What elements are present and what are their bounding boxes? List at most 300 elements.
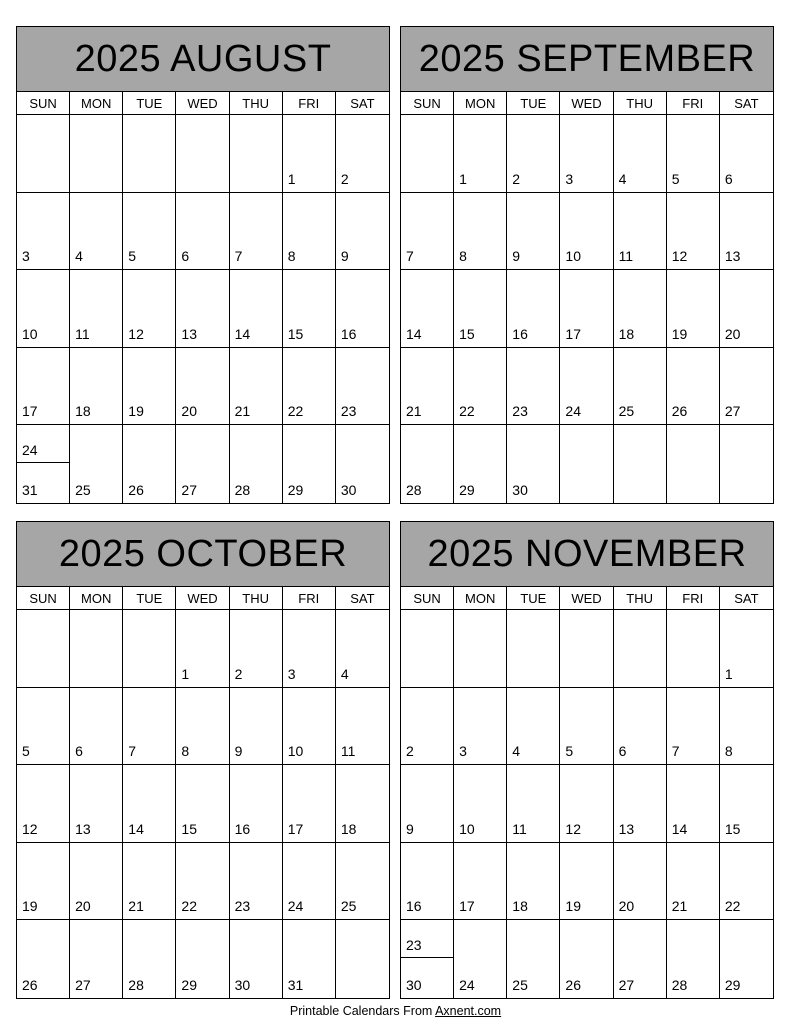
day-number: 23 [340, 403, 357, 420]
day-number: 22 [724, 898, 741, 915]
day-number: 23 [234, 898, 251, 915]
day-cell [720, 425, 773, 503]
day-number: 8 [724, 743, 733, 760]
day-number: 2 [512, 170, 521, 187]
day-cell [720, 610, 773, 688]
day-number: 8 [287, 248, 296, 265]
day-cell [176, 193, 229, 271]
day-cell [560, 193, 613, 271]
day-cell [230, 193, 283, 271]
day-number: 21 [128, 898, 144, 915]
day-number: 18 [75, 403, 91, 420]
day-cell [401, 610, 454, 688]
day-number: 17 [565, 325, 581, 342]
day-number: 23 [512, 403, 528, 420]
month-title: 2025 AUGUST [17, 27, 389, 92]
day-number: 10 [287, 743, 304, 760]
day-number: 13 [75, 820, 91, 837]
weekday-thu: THU [230, 587, 283, 609]
day-cell [70, 843, 123, 921]
weekday-wed: WED [560, 92, 613, 114]
day-cell [176, 843, 229, 921]
day-cell [336, 765, 389, 843]
day-number: 1 [181, 665, 190, 682]
day-cell [283, 688, 336, 766]
day-number: 15 [181, 820, 197, 837]
day-number: 15 [459, 325, 475, 342]
day-cell [17, 425, 70, 503]
day-grid [17, 115, 389, 503]
weekday-sun: SUN [401, 587, 454, 609]
weekday-tue: TUE [507, 587, 560, 609]
day-number: 10 [565, 248, 581, 265]
day-cell [123, 843, 176, 921]
month-title: 2025 OCTOBER [17, 522, 389, 587]
day-cell [560, 610, 613, 688]
day-cell [614, 765, 667, 843]
day-cell [176, 115, 229, 193]
day-cell [123, 348, 176, 426]
day-number: 20 [75, 898, 91, 915]
day-cell [17, 610, 70, 688]
day-cell [336, 193, 389, 271]
weekday-wed: WED [560, 587, 613, 609]
weekday-fri: FRI [667, 92, 720, 114]
day-cell [283, 348, 336, 426]
day-number: 17 [22, 403, 38, 420]
calendar-october [16, 521, 390, 999]
day-number: 29 [459, 481, 475, 498]
day-number: 7 [128, 743, 137, 760]
day-cell [70, 193, 123, 271]
axnent-link[interactable]: Axnent.com [435, 1004, 502, 1018]
day-number: 21 [406, 403, 422, 420]
day-cell [283, 920, 336, 998]
day-cell [560, 843, 613, 921]
day-number: 31 [22, 481, 38, 498]
day-cell [176, 765, 229, 843]
day-grid [17, 610, 389, 998]
day-cell [123, 920, 176, 998]
day-number: 4 [618, 170, 627, 187]
day-cell [614, 920, 667, 998]
day-cell [507, 610, 560, 688]
day-number: 25 [340, 898, 357, 915]
month-title: 2025 SEPTEMBER [401, 27, 773, 92]
day-cell [70, 115, 123, 193]
calendar-august [16, 26, 390, 504]
day-cell [230, 610, 283, 688]
day-number: 12 [565, 820, 581, 837]
day-cell [401, 425, 454, 503]
day-cell [283, 610, 336, 688]
day-cell [283, 193, 336, 271]
day-number: 27 [75, 976, 91, 993]
day-number: 10 [22, 325, 38, 342]
weekday-mon: MON [70, 587, 123, 609]
day-cell [560, 688, 613, 766]
weekday-wed: WED [176, 92, 229, 114]
day-cell [17, 765, 70, 843]
day-cell [454, 115, 507, 193]
day-number: 17 [287, 820, 304, 837]
day-cell [507, 193, 560, 271]
day-number: 19 [22, 898, 38, 915]
month-title: 2025 NOVEMBER [401, 522, 773, 587]
weekday-tue: TUE [123, 587, 176, 609]
day-number: 2 [234, 665, 243, 682]
day-cell [17, 920, 70, 998]
weekday-thu: THU [614, 587, 667, 609]
day-cell [17, 193, 70, 271]
day-cell [720, 765, 773, 843]
day-cell [454, 843, 507, 921]
day-cell [336, 425, 389, 503]
day-number: 9 [340, 248, 349, 265]
day-number: 4 [75, 248, 83, 265]
day-cell [507, 115, 560, 193]
day-cell [176, 920, 229, 998]
day-cell [336, 920, 389, 998]
day-cell [230, 688, 283, 766]
weekday-thu: THU [614, 92, 667, 114]
day-number: 24 [22, 442, 38, 459]
day-cell [720, 843, 773, 921]
day-cell [507, 425, 560, 503]
day-cell [123, 688, 176, 766]
day-cell [667, 270, 720, 348]
weekday-tue: TUE [123, 92, 176, 114]
day-cell [336, 843, 389, 921]
day-number: 30 [406, 976, 422, 993]
calendar-november [400, 521, 774, 999]
day-cell [176, 270, 229, 348]
day-number: 19 [565, 898, 581, 915]
weekday-header [17, 92, 389, 115]
day-number: 19 [671, 325, 688, 342]
weekday-header [401, 587, 773, 610]
day-cell [230, 270, 283, 348]
day-number: 26 [671, 403, 688, 420]
weekday-mon: MON [70, 92, 123, 114]
weekday-sat: SAT [350, 95, 375, 111]
day-cell [123, 115, 176, 193]
day-cell [283, 765, 336, 843]
day-number: 20 [724, 325, 741, 342]
day-number: 7 [234, 248, 243, 265]
day-number: 15 [287, 325, 304, 342]
day-grid [401, 610, 773, 998]
day-number: 9 [234, 743, 243, 760]
day-cell [720, 688, 773, 766]
day-cell [507, 348, 560, 426]
day-number: 12 [128, 325, 144, 342]
day-number: 9 [512, 248, 521, 265]
day-cell [123, 765, 176, 843]
day-cell [70, 425, 123, 503]
day-number: 4 [340, 665, 349, 682]
day-number: 29 [724, 976, 741, 993]
day-number: 16 [340, 325, 357, 342]
day-cell [401, 115, 454, 193]
day-cell [123, 270, 176, 348]
day-cell [454, 270, 507, 348]
day-number: 25 [618, 403, 635, 420]
day-number: 28 [671, 976, 688, 993]
day-number: 13 [618, 820, 635, 837]
weekday-sat: SAT [350, 590, 375, 606]
day-cell [667, 193, 720, 271]
day-number: 6 [618, 743, 627, 760]
day-number: 27 [618, 976, 635, 993]
day-cell [560, 765, 613, 843]
weekday-header [17, 587, 389, 610]
day-number: 24 [459, 976, 475, 993]
day-cell [560, 425, 613, 503]
day-cell [454, 688, 507, 766]
day-number: 25 [512, 976, 528, 993]
day-number: 5 [565, 743, 574, 760]
day-number: 19 [128, 403, 144, 420]
day-cell [507, 765, 560, 843]
day-cell [614, 843, 667, 921]
day-number: 14 [128, 820, 144, 837]
day-number: 14 [406, 325, 422, 342]
day-cell [667, 115, 720, 193]
weekday-sun: SUN [17, 587, 70, 609]
day-cell [454, 920, 507, 998]
weekday-fri: FRI [283, 587, 336, 609]
day-cell [667, 425, 720, 503]
day-cell [17, 348, 70, 426]
day-cell [720, 115, 773, 193]
weekday-mon: MON [454, 92, 507, 114]
day-cell [70, 270, 123, 348]
day-number: 4 [512, 743, 521, 760]
day-number: 6 [724, 170, 733, 187]
day-cell [336, 610, 389, 688]
day-number: 2 [340, 170, 349, 187]
day-cell [401, 688, 454, 766]
day-number: 26 [565, 976, 581, 993]
day-cell [614, 193, 667, 271]
day-cell [283, 115, 336, 193]
day-number: 27 [181, 481, 197, 498]
calendar-september [400, 26, 774, 504]
day-cell [70, 348, 123, 426]
day-cell [176, 610, 229, 688]
day-cell [667, 843, 720, 921]
day-cell [17, 270, 70, 348]
day-number: 7 [671, 743, 680, 760]
day-number: 14 [234, 325, 251, 342]
day-cell [336, 348, 389, 426]
day-cell [176, 348, 229, 426]
day-number: 23 [406, 937, 422, 954]
footer-credit [0, 1004, 791, 1018]
day-cell [176, 425, 229, 503]
day-cell [336, 270, 389, 348]
day-cell [401, 765, 454, 843]
day-cell [230, 348, 283, 426]
day-number: 3 [565, 170, 574, 187]
day-cell [230, 425, 283, 503]
day-number: 11 [75, 325, 90, 342]
day-cell [720, 193, 773, 271]
day-number: 12 [22, 820, 38, 837]
day-cell [283, 425, 336, 503]
day-number: 13 [181, 325, 197, 342]
day-number: 18 [618, 325, 635, 342]
day-number: 5 [128, 248, 137, 265]
day-cell [667, 688, 720, 766]
day-number: 28 [234, 481, 251, 498]
day-cell [17, 115, 70, 193]
day-number: 29 [181, 976, 197, 993]
weekday-fri: FRI [283, 92, 336, 114]
weekday-sat: SAT [734, 95, 759, 111]
day-number: 15 [724, 820, 741, 837]
day-cell [560, 115, 613, 193]
weekday-sun: SUN [17, 92, 70, 114]
day-cell [507, 688, 560, 766]
day-cell [614, 270, 667, 348]
weekday-mon: MON [454, 587, 507, 609]
day-number: 30 [234, 976, 251, 993]
day-number: 5 [22, 743, 30, 760]
day-number: 17 [459, 898, 475, 915]
day-number: 3 [459, 743, 467, 760]
day-cell [283, 843, 336, 921]
day-number: 3 [22, 248, 30, 265]
day-number: 22 [287, 403, 304, 420]
day-cell [454, 610, 507, 688]
day-number: 29 [287, 481, 304, 498]
day-cell [720, 920, 773, 998]
day-cell [454, 348, 507, 426]
day-number: 27 [724, 403, 741, 420]
day-number: 22 [181, 898, 197, 915]
day-cell [70, 765, 123, 843]
day-cell [70, 920, 123, 998]
day-cell [507, 270, 560, 348]
day-cell [667, 610, 720, 688]
weekday-thu: THU [230, 92, 283, 114]
day-number: 11 [340, 743, 356, 760]
day-cell [560, 348, 613, 426]
day-cell [507, 920, 560, 998]
day-number: 11 [618, 248, 634, 265]
day-cell [667, 348, 720, 426]
day-cell [336, 115, 389, 193]
weekday-tue: TUE [507, 92, 560, 114]
day-number: 7 [406, 248, 414, 265]
day-cell [560, 270, 613, 348]
day-cell [123, 193, 176, 271]
footer-text: Printable Calendars From [289, 1004, 436, 1018]
day-cell [336, 688, 389, 766]
day-number: 20 [618, 898, 635, 915]
day-number: 26 [128, 481, 144, 498]
day-number: 22 [459, 403, 475, 420]
day-number: 24 [287, 898, 304, 915]
day-cell [614, 348, 667, 426]
day-number: 18 [512, 898, 528, 915]
day-number: 30 [340, 481, 357, 498]
day-cell [17, 843, 70, 921]
day-number: 1 [724, 665, 733, 682]
day-number: 28 [406, 481, 422, 498]
day-cell [454, 425, 507, 503]
day-number: 6 [75, 743, 83, 760]
day-cell [667, 765, 720, 843]
day-number: 26 [22, 976, 38, 993]
day-number: 31 [287, 976, 304, 993]
weekday-fri: FRI [667, 587, 720, 609]
day-cell [454, 765, 507, 843]
day-number: 14 [671, 820, 688, 837]
day-number: 24 [565, 403, 581, 420]
day-number: 1 [287, 170, 296, 187]
day-cell [720, 270, 773, 348]
day-cell [720, 348, 773, 426]
day-number: 28 [128, 976, 144, 993]
day-cell [230, 765, 283, 843]
day-cell [507, 843, 560, 921]
day-number: 16 [512, 325, 528, 342]
day-cell [401, 920, 454, 998]
day-number: 8 [459, 248, 467, 265]
day-number: 6 [181, 248, 190, 265]
day-number: 8 [181, 743, 190, 760]
day-cell [401, 843, 454, 921]
day-number: 21 [234, 403, 251, 420]
day-number: 20 [181, 403, 197, 420]
day-number: 3 [287, 665, 296, 682]
day-cell [454, 193, 507, 271]
weekday-wed: WED [176, 587, 229, 609]
day-cell [176, 688, 229, 766]
day-number: 30 [512, 481, 528, 498]
day-cell [560, 920, 613, 998]
day-number: 18 [340, 820, 357, 837]
day-cell [283, 270, 336, 348]
day-number: 21 [671, 898, 688, 915]
day-cell [614, 688, 667, 766]
day-number: 11 [512, 820, 527, 837]
day-number: 1 [459, 170, 467, 187]
day-number: 13 [724, 248, 741, 265]
day-cell [667, 920, 720, 998]
day-cell [401, 193, 454, 271]
day-cell [614, 610, 667, 688]
day-number: 16 [406, 898, 422, 915]
weekday-sun: SUN [401, 92, 454, 114]
day-number: 2 [406, 743, 414, 760]
day-cell [401, 270, 454, 348]
day-number: 12 [671, 248, 688, 265]
day-cell [230, 115, 283, 193]
day-cell [230, 843, 283, 921]
day-cell [70, 688, 123, 766]
day-cell [17, 688, 70, 766]
day-grid [401, 115, 773, 503]
weekday-header [401, 92, 773, 115]
day-cell [614, 425, 667, 503]
day-cell [401, 348, 454, 426]
day-number: 5 [671, 170, 680, 187]
day-number: 25 [75, 481, 91, 498]
